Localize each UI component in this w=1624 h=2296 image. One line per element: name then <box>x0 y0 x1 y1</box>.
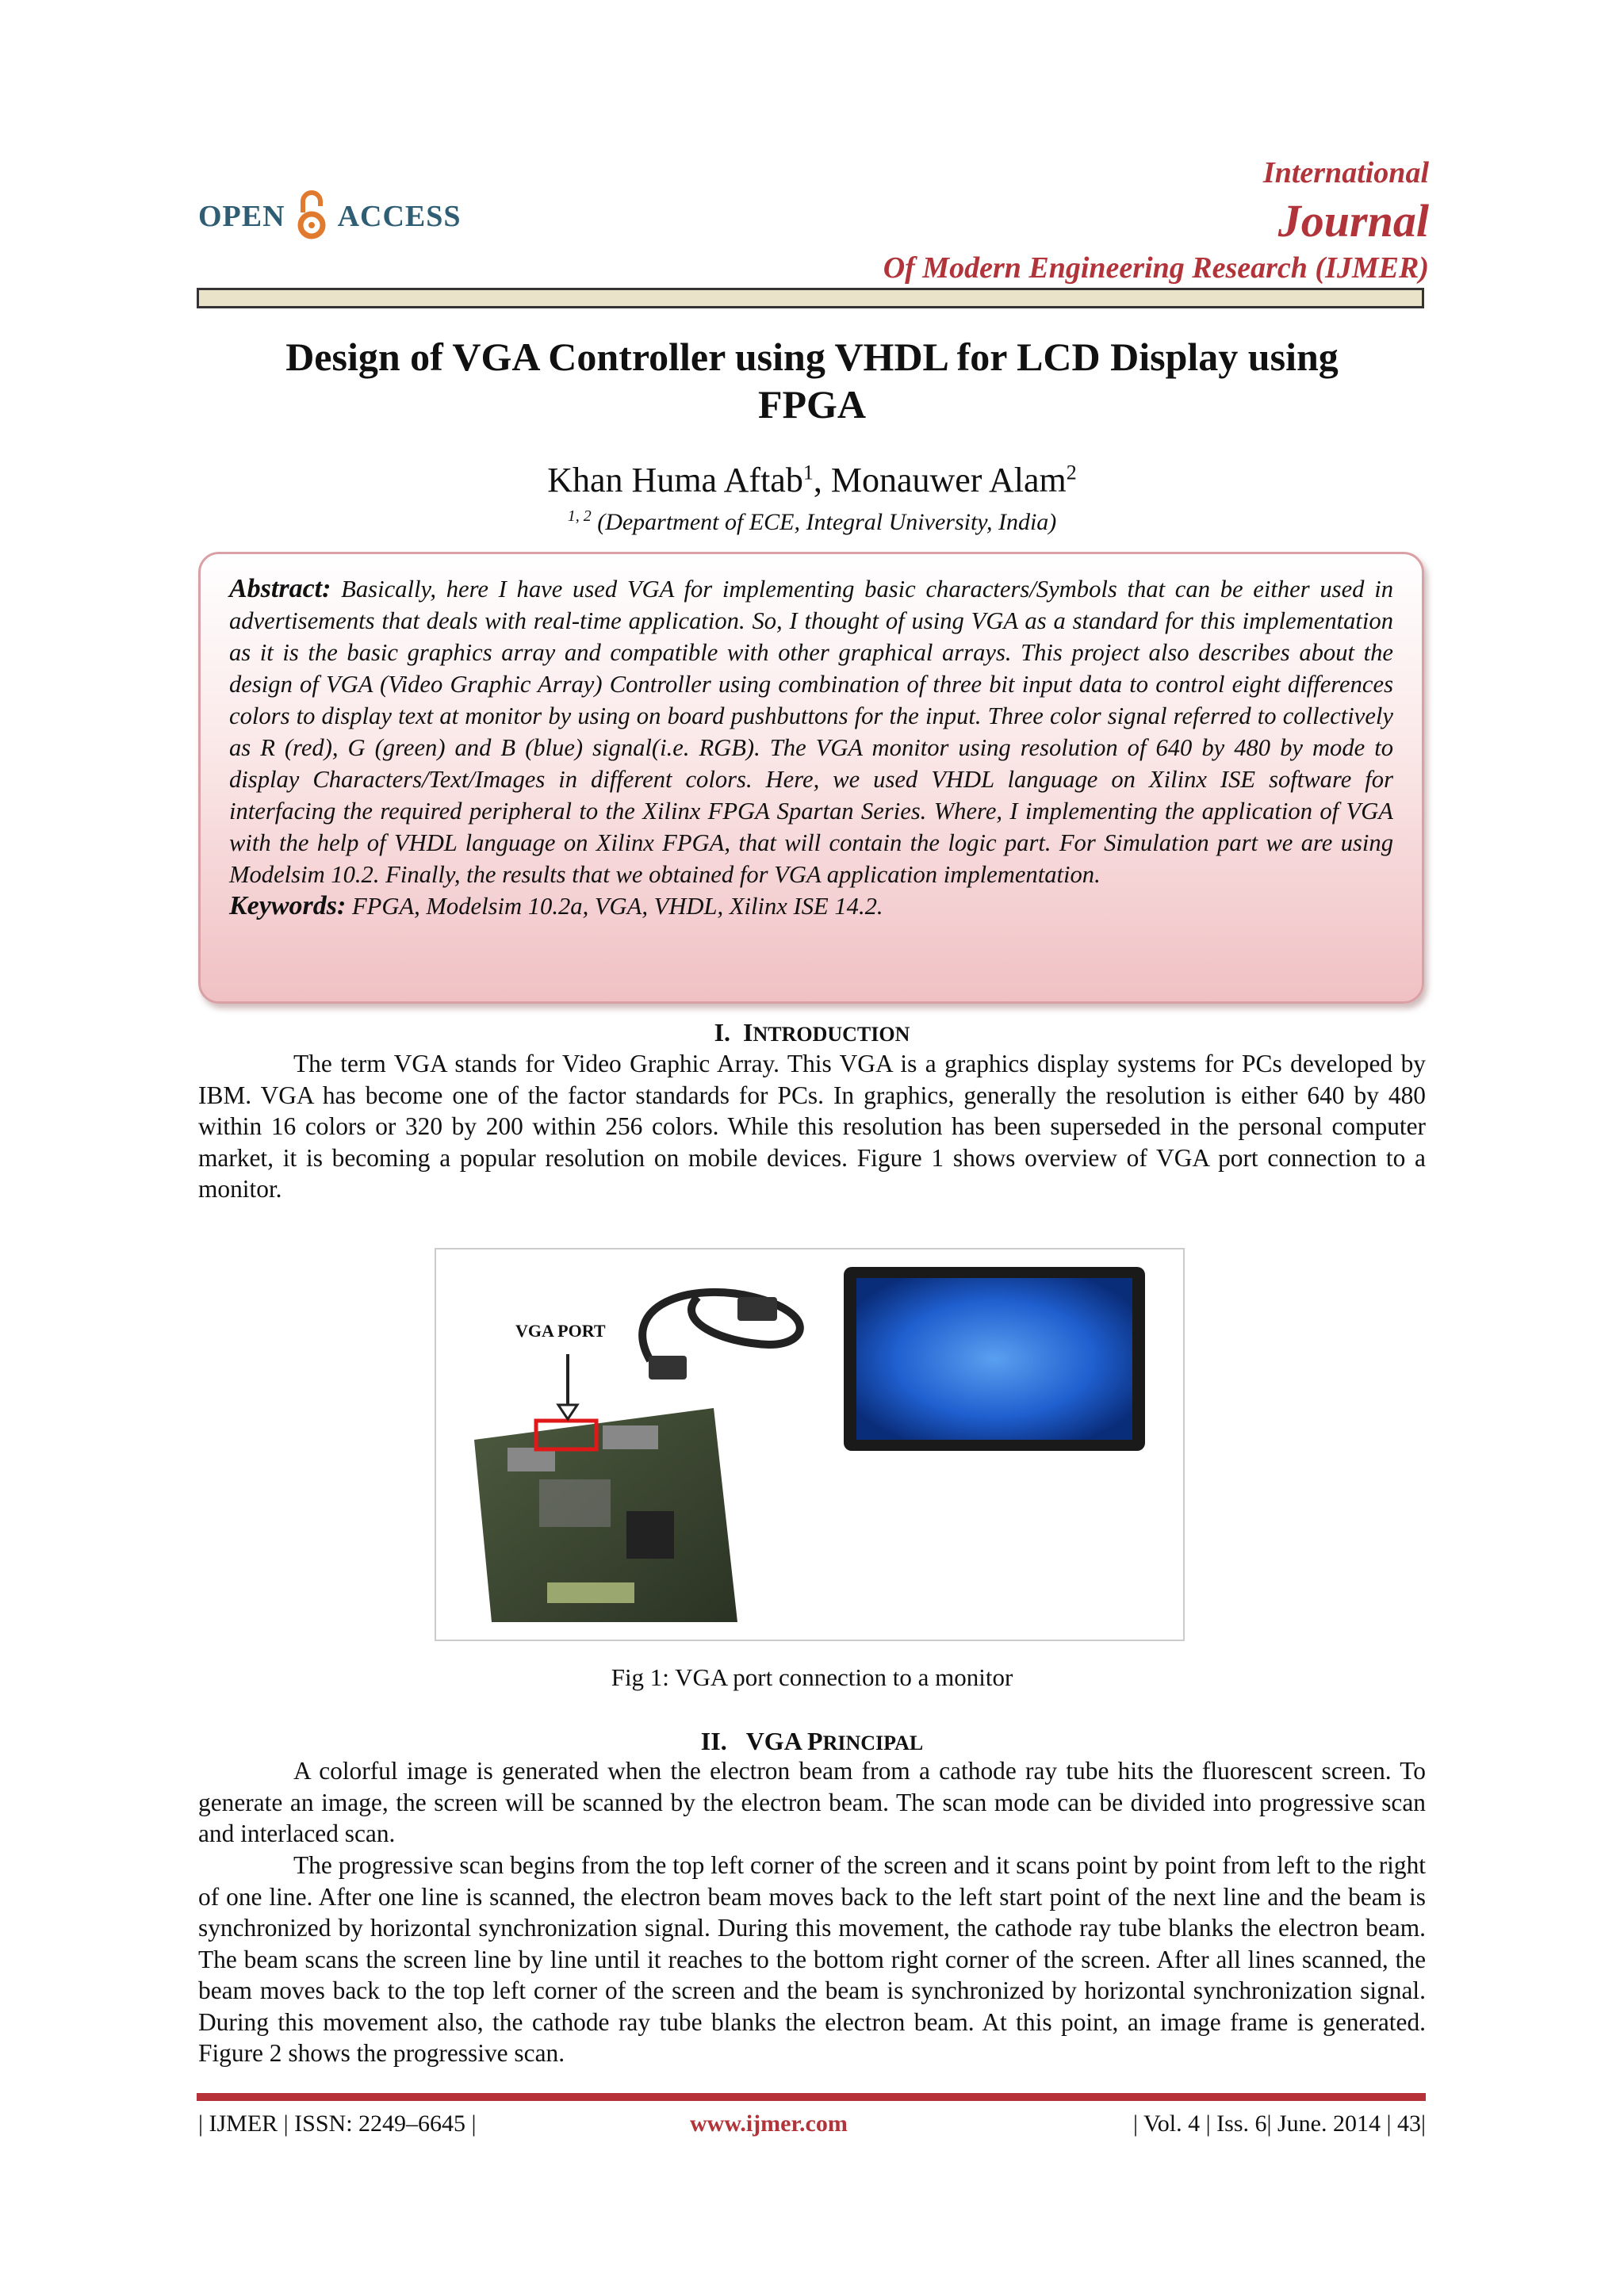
affiliation-text: (Department of ECE, Integral University, India) <box>591 509 1057 535</box>
vga-port-label: VGA PORT <box>515 1321 606 1341</box>
figure-1 <box>435 1248 1185 1641</box>
author-1: Khan Huma Aftab <box>547 461 803 499</box>
abstract-label: Abstract: <box>229 574 331 603</box>
footer-website-link[interactable]: www.ijmer.com <box>690 2110 848 2137</box>
section-2-number: II. <box>700 1727 727 1755</box>
open-text: OPEN <box>198 200 285 233</box>
author-2-sup: 2 <box>1066 461 1077 484</box>
section-1-title-rest: NTRODUCTION <box>753 1023 910 1046</box>
section-2-paragraph-1: A colorful image is generated when the electron beam from a cathode ray tube hits the fluorescent screen. To generate an image, the screen will be scanned by the electron beam. The scan mode can be divided into progressive scan and interlaced scan. <box>198 1757 1426 1847</box>
section-2-paragraph-2: The progressive scan begins from the top left corner of the screen and it scans point by point from left to the right of one line. After one line is scanned, the electron beam moves back to the left start point of the next line and the beam is synchronized by horizontal synchronization signal. During this movement, the cathode ray tube blanks the electron beam. The beam scans the screen line by line until it reaches to the bottom right corner of the screen. After all lines scanned, the beam moves back to the top left corner of the screen and the beam is synchronized by horizontal synchronization signal. During this movement also, the cathode ray tube blanks the electron beam. At this point, an image frame is generated. Figure 2 shows the progressive scan. <box>198 1851 1426 2067</box>
title-line-2: FPGA <box>757 382 867 427</box>
footer-left: | IJMER | ISSN: 2249–6645 | <box>198 2110 477 2137</box>
keywords-line <box>229 890 1393 922</box>
paper-title <box>159 333 1465 428</box>
section-1-title-first: I <box>743 1018 753 1047</box>
author-separator: , <box>813 461 831 499</box>
section-1-heading <box>159 1018 1465 1047</box>
keywords-text: FPGA, Modelsim 10.2a, VGA, VHDL, Xilinx ISE 14.2. <box>346 893 883 920</box>
abstract-paragraph <box>229 573 1393 890</box>
authors <box>159 460 1465 500</box>
footer-divider <box>197 2093 1426 2101</box>
abstract-text: Basically, here I have used VGA for implementing basic characters/Symbols that can be either used in advertisements that deals with real-time application. So, I thought of using VGA as a standard for this implementation as it is the basic graphics array and compatible with other graphical arrays. This project also describes about the design of VGA (Video Graphic Array) Controller using combination of three bit input data to control eight differences colors to display text at monitor by using on board pushbuttons for the input. Three color signal referred to collectively as R (red), G (green) and B (blue) signal(i.e. RGB). The VGA monitor using resolution of 640 by 480 by mode to display Characters/Text/Images in different colors. Here, we used VHDL language on Xilinx ISE software for interfacing the required peripheral to the Xilinx FPGA Spartan Series. Where, I implementing the application of VGA with the help of VHDL language on Xilinx FPGA, that will contain the logic part. For Simulation part we are using Modelsim 10.2. Finally, the results that we obtained for VGA application implementation. <box>229 576 1393 888</box>
figure-1-caption: Fig 1: VGA port connection to a monitor <box>611 1663 1013 1691</box>
section-1-number: I. <box>714 1018 731 1047</box>
author-1-sup: 1 <box>802 461 814 484</box>
title-line-1: Design of VGA Controller using VHDL for LCD Display using <box>285 335 1339 379</box>
affiliation-sup: 1, 2 <box>567 507 592 525</box>
affiliation <box>159 507 1465 536</box>
journal-name-line2: Journal <box>1277 195 1429 247</box>
access-text: ACCESS <box>337 200 462 233</box>
journal-name-line1: International <box>1262 156 1429 189</box>
open-access-logo <box>198 189 462 244</box>
keywords-label: Keywords: <box>229 891 347 920</box>
section-2-heading <box>159 1727 1465 1756</box>
abstract-box <box>198 552 1424 1004</box>
header-divider <box>197 288 1424 308</box>
section-2-title-first: VGA P <box>745 1727 823 1755</box>
figure-1-image <box>436 1249 1183 1640</box>
author-2: Monauwer Alam <box>830 461 1067 499</box>
section-2-title-rest: RINCIPAL <box>822 1732 924 1755</box>
footer-right: | Vol. 4 | Iss. 6| June. 2014 | 43| <box>1133 2110 1426 2137</box>
journal-name-line3: Of Modern Engineering Research (IJMER) <box>883 251 1429 285</box>
section-1-paragraph: The term VGA stands for Video Graphic Array. This VGA is a graphics display systems for PCs developed by IBM. VGA has become one of the factor standards for PCs. In graphics, generally the resolution is either 640 by 480 within 16 colors or 320 by 200 within 256 colors. While this resolution has been superseded in the personal computer market, it is becoming a popular resolution on mobile devices. Figure 1 shows overview of VGA port connection to a monitor. <box>198 1050 1426 1203</box>
open-lock-icon <box>297 189 327 244</box>
